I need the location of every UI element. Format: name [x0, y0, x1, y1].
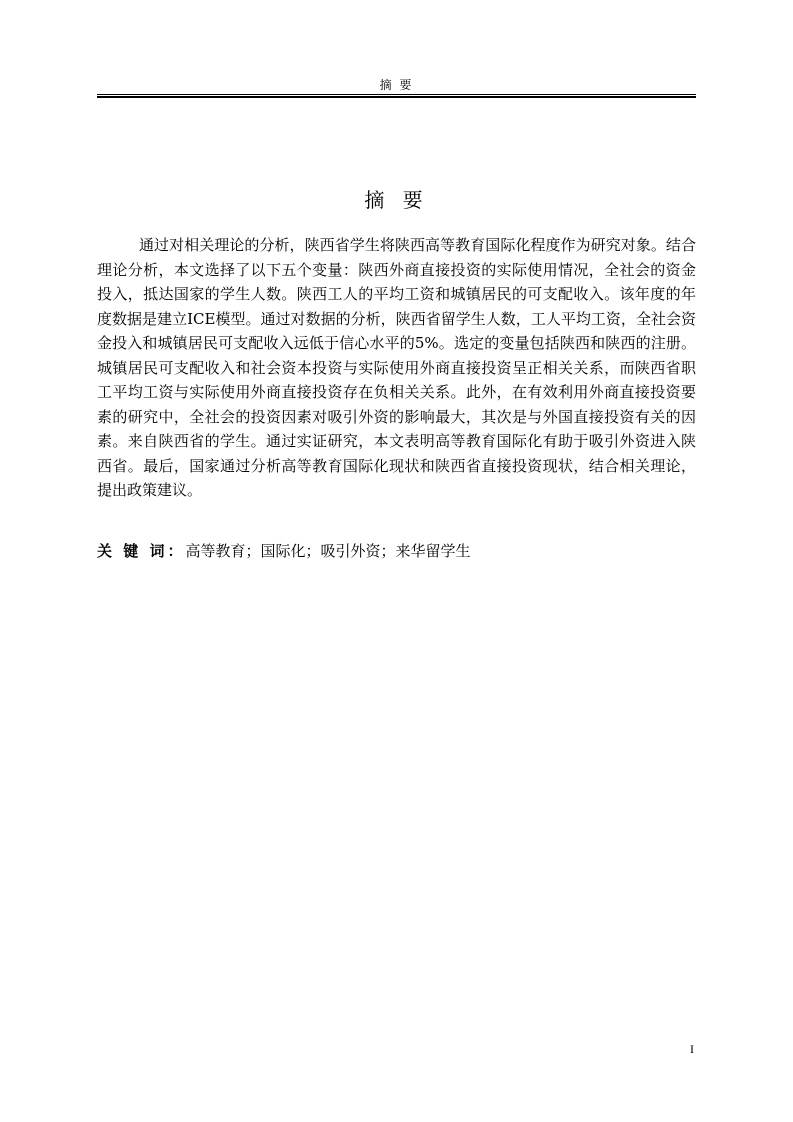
keywords-line — [97, 540, 696, 561]
abstract-paragraph: 通过对相关理论的分析，陕西省学生将陕西高等教育国际化程度作为研究对象。结合理论分析，本文选择了以下五个变量：陕西外商直接投资的实际使用情况，全社会的资金投入，抵达国家的学生人数。陕西工人的平均工资和城镇居民的可支配收入。该年度的年度数据是建立ICE模型。通过对数据的分析，陕西省留学生人数，工人平均工资，全社会资金投入和城镇居民可支配收入远低于信心水平的5%。选定的变量包括陕西和陕西的注册。城镇居民可支配收入和社会资本投资与实际使用外商直接投资呈正相关关系，而陕西省职工平均工资与实际使用外商直接投资存在负相关关系。此外，在有效利用外商直接投资要素的研究中，全社会的投资因素对吸引外资的影响最大，其次是与外国直接投资有关的因素。来自陕西省的学生。通过实证研究，本文表明高等教育国际化有助于吸引外资进入陕西省。最后，国家通过分析高等教育国际化现状和陕西省直接投资现状，结合相关理论，提出政策建议。 — [97, 236, 696, 499]
keywords-label: 关 键 词： — [97, 542, 186, 560]
page-title: 摘 要 — [364, 188, 429, 212]
running-header: 摘 要 — [379, 78, 414, 92]
header-rule-thick — [97, 96, 696, 98]
page-number: I — [690, 1042, 694, 1056]
keywords-value: 高等教育；国际化；吸引外资；来华留学生 — [185, 542, 471, 560]
header-rule-thin — [97, 94, 696, 95]
